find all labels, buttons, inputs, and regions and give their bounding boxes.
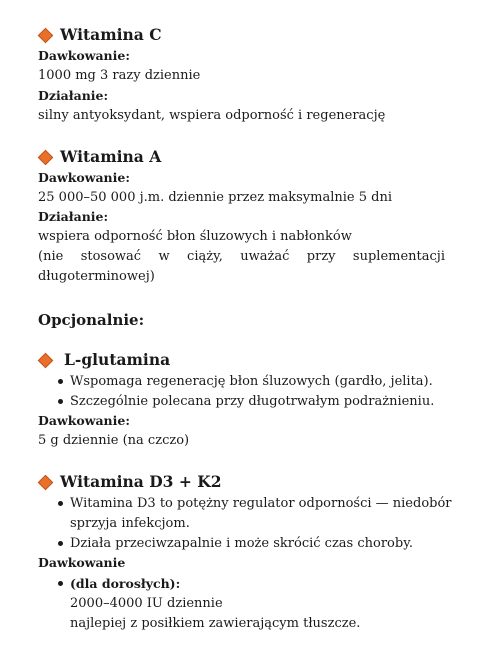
- vitamin-c-heading: [38, 25, 162, 45]
- d3k2-dosage-label: Dawkowanie: [38, 555, 126, 570]
- d3k2-adult-note: najlepiej z posiłkiem zawierającym tłuszcze.: [70, 616, 361, 631]
- d3k2-adult-dose: 2000–4000 IU dziennie: [70, 596, 223, 611]
- vitamin-c-dosage-text: 1000 mg 3 razy dziennie: [38, 68, 201, 83]
- d3k2-bullet1-line2: sprzyja infekcjom.: [70, 516, 190, 531]
- bullet-icon: [58, 379, 63, 384]
- vitamin-a-warning-line2: długoterminowej): [38, 269, 155, 284]
- orange-diamond-icon: [38, 352, 54, 368]
- glutamine-bullet-text: Wspomaga regenerację błon śluzowych (gardło, jelita).: [70, 374, 433, 389]
- bullet-icon: [58, 541, 63, 546]
- glutamine-dosage-label: Dawkowanie:: [38, 413, 130, 428]
- vitamin-a-heading: [38, 147, 161, 167]
- vitamin-a-title: Witamina A: [60, 147, 162, 166]
- glutamine-title: L-glutamina: [64, 350, 171, 369]
- orange-diamond-icon: [38, 474, 54, 490]
- vitamin-c-action-label: Działanie:: [38, 88, 109, 103]
- bullet-icon: [58, 581, 63, 586]
- d3k2-title: Witamina D3 + K2: [60, 472, 222, 491]
- bullet-icon: [58, 399, 63, 404]
- d3k2-adult-label: (dla dorosłych):: [70, 576, 181, 591]
- orange-diamond-icon: [38, 27, 54, 43]
- vitamin-a-dosage-text: 25 000–50 000 j.m. dziennie przez maksymalnie 5 dni: [38, 190, 392, 205]
- bullet-icon: [58, 501, 63, 506]
- d3k2-bullet1-line1: Witamina D3 to potężny regulator odporności — niedobór: [70, 496, 452, 511]
- vitamin-a-dosage-label: Dawkowanie:: [38, 170, 130, 185]
- optional-heading: Opcjonalnie:: [38, 311, 145, 329]
- vitamin-a-warning-line1: (nie stosować w ciąży, uważać przy suplementacji: [38, 249, 445, 264]
- glutamine-heading: [38, 350, 170, 370]
- vitamin-c-action-text: silny antyoksydant, wspiera odporność i regenerację: [38, 108, 386, 123]
- d3k2-heading: [38, 472, 222, 492]
- vitamin-c-dosage-label: Dawkowanie:: [38, 48, 130, 63]
- d3k2-bullet2: Działa przeciwzapalnie i może skrócić czas choroby.: [70, 536, 413, 551]
- vitamin-a-action-text: wspiera odporność błon śluzowych i nabłonków: [38, 229, 352, 244]
- vitamin-a-action-label: Działanie:: [38, 209, 109, 224]
- glutamine-bullet-text: Szczególnie polecana przy długotrwałym podrażnieniu.: [70, 394, 435, 409]
- vitamin-c-title: Witamina C: [60, 25, 162, 44]
- glutamine-dosage-text: 5 g dziennie (na czczo): [38, 433, 190, 448]
- orange-diamond-icon: [38, 149, 54, 165]
